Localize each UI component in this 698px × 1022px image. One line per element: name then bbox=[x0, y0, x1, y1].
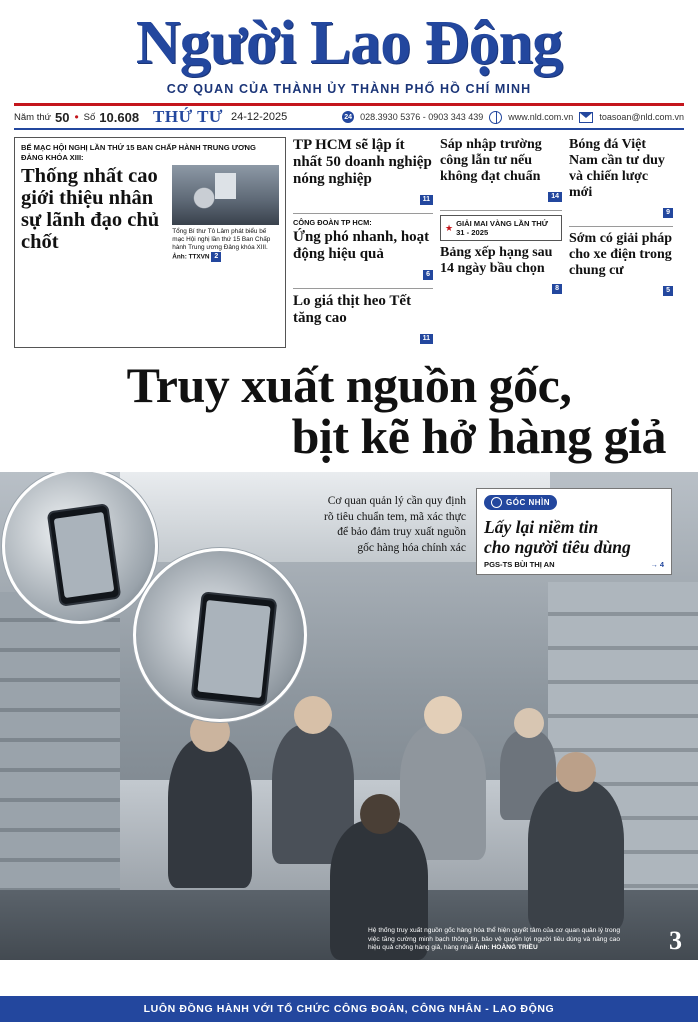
story-d-2[interactable] bbox=[569, 231, 673, 300]
footer-text: LUÔN ĐỒNG HÀNH VỚI TỔ CHỨC CÔNG ĐOÀN, CÔNG NHÂN - LAO ĐỘNG bbox=[143, 1003, 555, 1015]
story-column-b bbox=[293, 137, 433, 348]
email-address[interactable]: toasoan@nld.com.vn bbox=[599, 112, 684, 122]
opinion-headline-line1: Lấy lại niềm tin bbox=[484, 517, 599, 537]
story-b-3-page[interactable]: 11 bbox=[420, 334, 433, 344]
main-headline-line2: bịt kẽ hở hàng giả bbox=[291, 408, 666, 464]
year-value: 50 bbox=[54, 109, 70, 125]
story-d-2-page[interactable]: 5 bbox=[663, 286, 673, 296]
weekday: THỨ TƯ bbox=[153, 107, 223, 126]
story-b-2-page[interactable]: 6 bbox=[423, 270, 433, 280]
story-d-1-page[interactable]: 9 bbox=[663, 208, 673, 218]
star-icon: ★ bbox=[445, 222, 454, 233]
opinion-headline[interactable] bbox=[484, 517, 664, 557]
divider bbox=[569, 226, 673, 227]
story-c-1-page[interactable]: 14 bbox=[548, 192, 562, 202]
opinion-page[interactable]: → 4 bbox=[650, 560, 664, 569]
lead-story-caption-text: Tổng Bí thư Tô Lâm phát biểu bế mạc Hội nghị lần thứ 15 Ban Chấp hành Trung ương Đảng khóa XIII. bbox=[172, 228, 271, 251]
main-headline[interactable] bbox=[14, 357, 684, 464]
inset-photo-phone-scan-1 bbox=[2, 472, 158, 624]
story-b-1-headline[interactable]: TP HCM sẽ lập ít nhất 50 doanh nghiệp nóng nghiệp bbox=[293, 137, 432, 187]
opinion-byline: PGS-TS BÙI THỊ AN bbox=[484, 560, 555, 569]
mail-icon bbox=[579, 112, 593, 123]
story-b-2-kicker: CÔNG ĐOÀN TP HCM: bbox=[293, 218, 372, 227]
story-b-2[interactable] bbox=[293, 218, 433, 284]
story-b-1[interactable] bbox=[293, 137, 433, 209]
lead-story-headline[interactable]: Thống nhất cao giới thiệu nhân sự lãnh đạo chủ chốt bbox=[21, 165, 160, 253]
lead-story-credit: Ảnh: TTXVN bbox=[172, 253, 210, 261]
main-photo-credit: Ảnh: HOÀNG TRIỀU bbox=[474, 943, 538, 951]
opinion-headline-line2: cho người tiêu dùng bbox=[484, 537, 631, 557]
inset-photo-phone-scan-2 bbox=[133, 548, 307, 722]
story-d-1[interactable] bbox=[569, 137, 673, 222]
story-b-2-headline[interactable]: Ứng phó nhanh, hoạt động hiệu quả bbox=[293, 229, 430, 262]
opinion-byline-row bbox=[484, 560, 664, 569]
story-d-1-headline[interactable]: Bóng đá Việt Nam cần tư duy và chiến lược mới bbox=[569, 137, 665, 200]
lead-story[interactable] bbox=[14, 137, 286, 348]
lead-story-photo bbox=[172, 165, 279, 225]
masthead bbox=[0, 0, 698, 96]
opinion-tag-label: GÓC NHÌN bbox=[506, 498, 550, 507]
eye-icon bbox=[491, 497, 502, 508]
publish-date: 24-12-2025 bbox=[230, 111, 288, 123]
story-b-3-headline[interactable]: Lo giá thịt heo Tết tăng cao bbox=[293, 293, 412, 326]
globe-icon bbox=[489, 111, 502, 124]
story-d-2-headline[interactable]: Sớm có giải pháp cho xe điện trong chung cư bbox=[569, 231, 673, 278]
divider bbox=[293, 288, 433, 289]
main-headline-line1: Truy xuất nguồn gốc, bbox=[126, 357, 572, 413]
smartphone-icon bbox=[47, 503, 122, 607]
story-c-1[interactable] bbox=[440, 137, 562, 206]
separator-dot: • bbox=[74, 110, 79, 124]
lead-story-photo-block bbox=[172, 165, 279, 262]
year-label: Năm thứ bbox=[14, 111, 51, 123]
main-photo bbox=[0, 472, 698, 960]
story-c-1-headline[interactable]: Sáp nhập trường công lẫn tư nếu không đạt chuẩn bbox=[440, 137, 542, 184]
photo-shopper-5 bbox=[528, 780, 624, 930]
story-b-3[interactable] bbox=[293, 293, 433, 348]
award-title: GIẢI MAI VÀNG LẦN THỨ 31 - 2025 bbox=[456, 219, 549, 237]
story-c-2-page[interactable]: 8 bbox=[552, 284, 562, 294]
top-stories-strip bbox=[14, 137, 684, 348]
story-b-1-page[interactable]: 11 bbox=[420, 195, 433, 205]
award-badge bbox=[440, 215, 562, 241]
issue-info-bar bbox=[14, 106, 684, 130]
smartphone-icon bbox=[191, 591, 278, 706]
opinion-box[interactable] bbox=[476, 488, 672, 575]
lead-story-caption bbox=[172, 228, 279, 262]
footer-banner bbox=[0, 996, 698, 1022]
story-c-2[interactable] bbox=[440, 245, 562, 298]
24h-icon: 24 bbox=[342, 111, 354, 123]
divider bbox=[293, 213, 433, 214]
lead-story-kicker: BẾ MẠC HỘI NGHỊ LẦN THỨ 15 BAN CHẤP HÀNH TRUNG ƯƠNG ĐẢNG KHÓA XIII: bbox=[21, 143, 256, 162]
story-column-c bbox=[440, 137, 562, 348]
main-page-number: 3 bbox=[669, 926, 682, 955]
issue-number: 10.608 bbox=[99, 109, 140, 125]
main-deck: Cơ quan quản lý cần quy định rõ tiêu chuẩn tem, mã xác thực để bảo đảm truy xuất nguồn gốc hàng hóa chính xác bbox=[324, 495, 466, 554]
website-url[interactable]: www.nld.com.vn bbox=[508, 112, 574, 122]
newspaper-logo: Người Lao Động bbox=[135, 9, 563, 77]
divider bbox=[440, 210, 562, 211]
lead-story-page[interactable]: 2 bbox=[211, 252, 221, 262]
main-photo-caption-text: Hệ thống truy xuất nguồn gốc hàng hóa thể hiện quyết tâm của cơ quan quản lý trong việc tăng cường minh bạch thông tin, bảo vệ quyền lợi người tiêu dùng và nâng cao hiệu quả chống hàng giả, hàng nhái bbox=[368, 927, 620, 951]
issue-label: Số bbox=[83, 111, 96, 123]
phone-number: 028.3930 5376 - 0903 343 439 bbox=[360, 112, 484, 122]
opinion-tag bbox=[484, 495, 557, 510]
photo-shopper-1 bbox=[168, 738, 252, 888]
masthead-subtitle: CƠ QUAN CỦA THÀNH ỦY THÀNH PHỐ HỒ CHÍ MINH bbox=[166, 82, 532, 96]
story-column-d bbox=[569, 137, 673, 348]
main-photo-caption bbox=[368, 927, 620, 952]
story-c-2-headline[interactable]: Bảng xếp hạng sau 14 ngày bầu chọn bbox=[440, 245, 553, 276]
